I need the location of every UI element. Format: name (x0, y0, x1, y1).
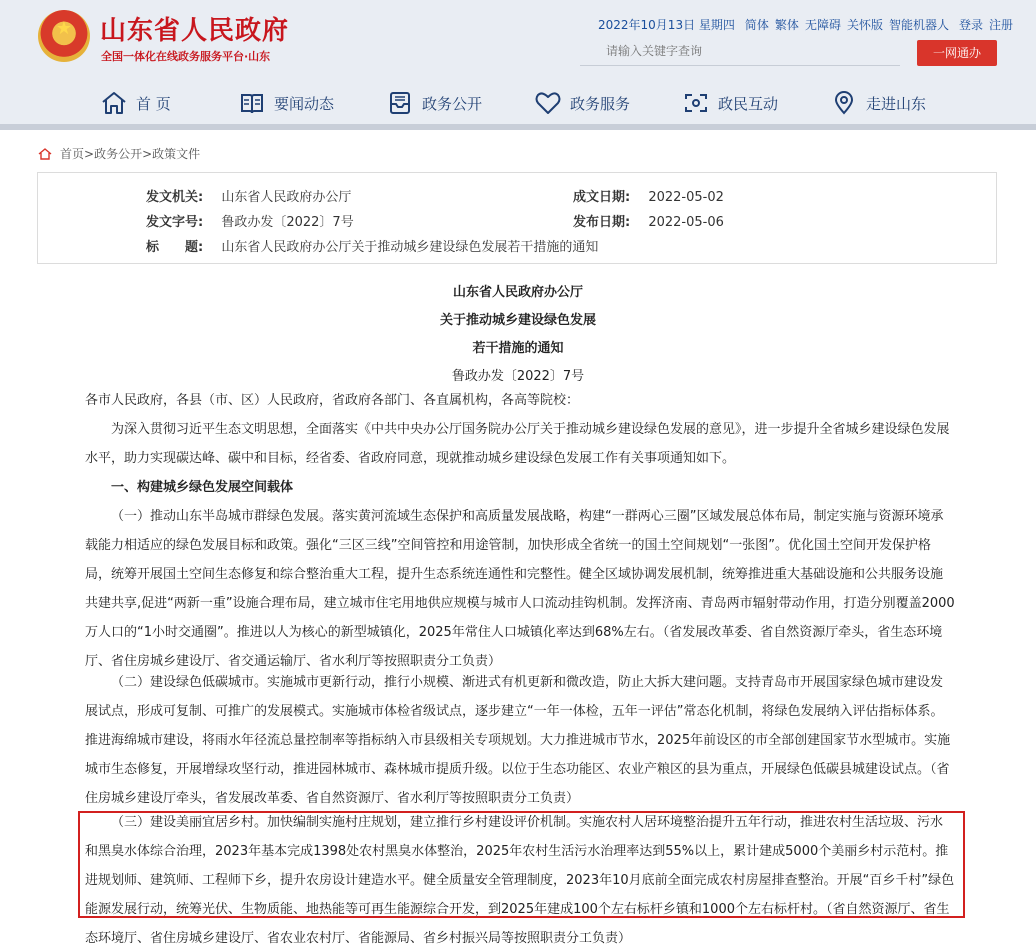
created-date-row (573, 186, 724, 205)
doc-heading-subtitle: 若干措施的通知 (472, 341, 564, 356)
site-title[interactable]: 山东省人民政府 (100, 16, 290, 46)
nav-label: 政务服务 (570, 94, 631, 113)
doc-heading-issuer: 山东省人民政府办公厅 (452, 285, 583, 300)
doc-number-value: 鲁政办发〔2022〕7号 (221, 215, 354, 230)
interaction-icon (682, 89, 710, 117)
nav-item-interaction[interactable] (682, 84, 778, 122)
nav-label: 政民互动 (718, 94, 779, 113)
title-value: 山东省人民政府办公厅关于推动城乡建设绿色发展若干措施的通知 (221, 240, 599, 255)
paragraph-3: （三）建设美丽宜居乡村。加快编制实施村庄规划，建立推行乡村建设评价机制。实施农村人居环境整治提升五年行动，推进农村生活垃圾、污水和黑臭水体综合治理，2023年基本完成1398处农村黑臭水体整治，2025年农村生活污水治理率达到55%以上，累计建成5000个美丽乡村示范村。推进规划师、建筑师、工程师下乡，提升农房设计建造水平。健全质量安全管理制度，2023年10月底前全面完成农村房屋排查整治。开展“百乡千村”绿色能源发展行动，统筹光伏、生物质能、地热能等可再生能源综合开发，到2025年建成100个左右标杆乡镇和1000个左右标杆村。（省自然资源厅、省生态环境厅、省住房城乡建设厅、省农业农村厅、省能源局、省乡村振兴局等按照职责分工负责） (85, 815, 955, 946)
nav-item-news[interactable] (238, 84, 334, 122)
created-date-label: 成文日期: (573, 190, 631, 205)
home-icon (100, 89, 128, 117)
register-link[interactable]: 注册 (989, 18, 1014, 32)
nav-label: 首 页 (136, 94, 171, 113)
site-subtitle: 全国一体化在线政务服务平台·山东 (101, 50, 271, 63)
login-link[interactable]: 登录 (958, 18, 983, 32)
site-header (0, 0, 1036, 126)
issuer-value: 山东省人民政府办公厅 (221, 190, 352, 205)
published-date-label: 发布日期: (573, 215, 631, 230)
published-date-value: 2022-05-06 (648, 215, 724, 230)
current-date: 2022年10月13日 星期四 (598, 18, 735, 32)
doc-number: 鲁政办发〔2022〕7号 (451, 369, 585, 384)
heart-icon (534, 89, 562, 117)
title-row (146, 236, 598, 255)
search-input[interactable] (606, 44, 886, 58)
salutation: 各市人民政府，各县（市、区）人民政府，省政府各部门、各直属机构，各高等院校： (85, 393, 580, 408)
breadcrumb-gov-affairs[interactable]: 政务公开 (94, 147, 143, 161)
nav-label: 走进山东 (866, 94, 927, 113)
nav-item-shandong[interactable] (830, 84, 926, 122)
highlight-annotation-box (78, 811, 965, 918)
issuer-label: 发文机关: (146, 190, 204, 205)
inbox-icon (386, 89, 414, 117)
one-stop-service-button[interactable]: 一网通办 (917, 40, 997, 66)
nav-item-gov-services[interactable] (534, 84, 630, 122)
doc-number-label: 发文字号: (146, 215, 204, 230)
link-care-version[interactable]: 关怀版 (846, 18, 883, 32)
national-emblem-icon: ★ (38, 10, 90, 62)
nav-label: 要闻动态 (274, 94, 335, 113)
link-simplified[interactable]: 简体 (744, 18, 769, 32)
link-accessibility[interactable]: 无障碍 (804, 18, 841, 32)
book-icon (238, 89, 266, 117)
paragraph-1: （一）推动山东半岛城市群绿色发展。落实黄河流域生态保护和高质量发展战略，构建“一群两心三圈”区域发展总体布局，制定实施与资源环境承载能力相适应的绿色发展目标和政策。强化“三区三线”空间管控和用途管制，加快形成全省统一的国土空间规划“一张图”。优化国土空间开发保护格局，统筹开展国土空间生态修复和综合整治重大工程，提升生态系统连通性和完整性。健全区域协调发展机制，统筹推进重大基础设施和公共服务设施共建共享,促进“两新一重”设施合理布局，建立城市住宅用地供应规模与城市人口流动挂钩机制。发挥济南、青岛两市辐射带动作用，打造分别覆盖2000万人口的“1小时交通圈”。推进以人为核心的新型城镇化，2025年常住人口城镇化率达到68%左右。（省发展改革委、省自然资源厅牵头，省生态环境厅、省住房城乡建设厅、省交通运输厅、省水利厅等按照职责分工负责） (85, 509, 955, 669)
nav-item-gov-affairs[interactable] (386, 84, 482, 122)
doc-heading-title: 关于推动城乡建设绿色发展 (439, 313, 596, 328)
paragraph-2: （二）建设绿色低碳城市。实施城市更新行动，推行小规模、渐进式有机更新和微改造，防止大拆大建问题。支持青岛市开展国家绿色城市建设发展试点，形成可复制、可推广的发展模式。实施城市体检省级试点，逐步建立“一年一体检，五年一评估”常态化机制，将绿色发展纳入评估指标体系。推进海绵城市建设，将雨水年径流总量控制率等指标纳入市县级相关专项规划。大力推进城市节水，2025年前设区的市全部创建国家节水型城市。实施城市生态修复，开展增绿攻坚行动，推进园林城市、森林城市提质升级。以位于生态功能区、农业产粮区的县为重点，开展绿色低碳县城建设试点。（省住房城乡建设厅牵头，省发展改革委、省自然资源厅、省水利厅等按照职责分工负责） (85, 675, 951, 806)
doc-number-row (146, 211, 354, 230)
title-label: 标 题: (146, 240, 204, 255)
section-heading: 一、构建城乡绿色发展空间载体 (111, 480, 294, 495)
search-box (580, 40, 900, 66)
link-traditional[interactable]: 繁体 (774, 18, 799, 32)
home-icon[interactable] (38, 147, 52, 161)
breadcrumb-policy-docs[interactable]: 政策文件 (152, 147, 201, 161)
breadcrumb-separator: > (142, 146, 153, 161)
issuer-row (146, 186, 351, 205)
published-date-row (573, 211, 724, 230)
top-links (598, 16, 1019, 33)
link-robot[interactable]: 智能机器人 (888, 18, 949, 32)
location-icon (830, 89, 858, 117)
intro-paragraph: 为深入贯彻习近平生态文明思想，全面落实《中共中央办公厅国务院办公厅关于推动城乡建设绿色发展的意见》，进一步提升全省城乡建设绿色发展水平，助力实现碳达峰、碳中和目标，经省委、省政府同意，现就推动城乡建设绿色发展工作有关事项通知如下。 (85, 422, 950, 466)
document-info-box (37, 172, 997, 264)
breadcrumb-separator: > (84, 146, 95, 161)
nav-label: 政务公开 (422, 94, 483, 113)
created-date-value: 2022-05-02 (648, 190, 724, 205)
breadcrumb-home[interactable]: 首页 (60, 147, 85, 161)
breadcrumb (38, 145, 200, 162)
header-divider (0, 124, 1036, 130)
nav-item-home[interactable] (100, 84, 171, 122)
main-nav (0, 84, 1036, 122)
